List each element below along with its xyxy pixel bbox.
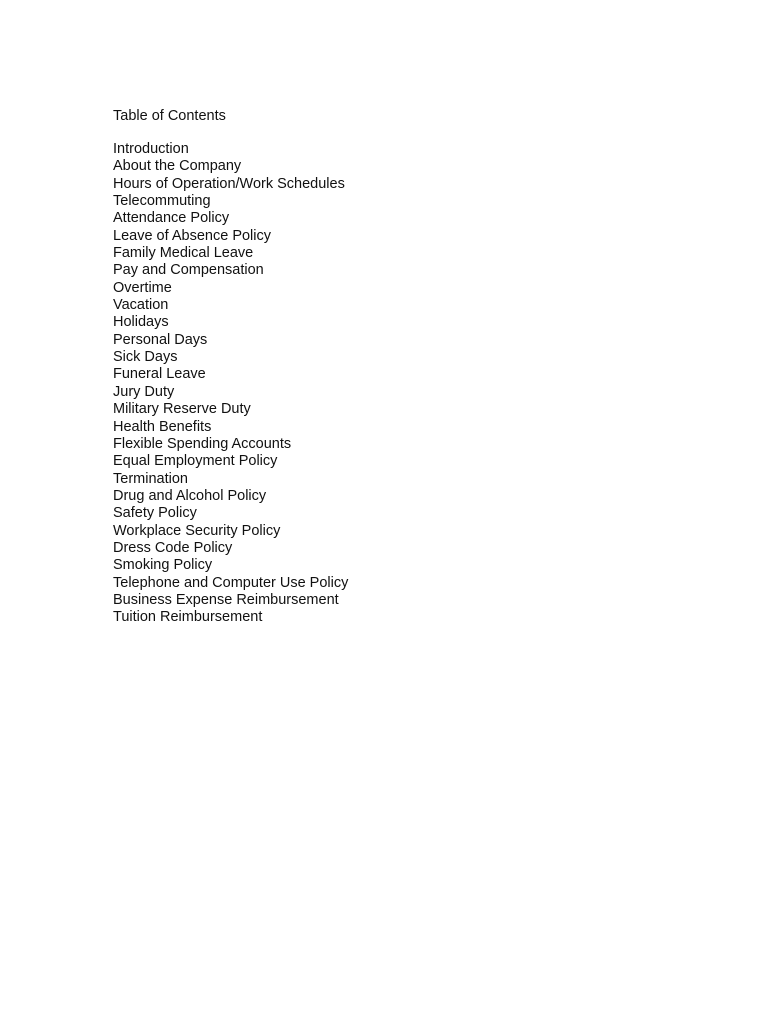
toc-item-military-reserve-duty: Military Reserve Duty xyxy=(113,401,251,418)
toc-item-attendance-policy: Attendance Policy xyxy=(113,210,230,227)
toc-item-drug-and-alcohol-policy: Drug and Alcohol Policy xyxy=(113,487,267,504)
toc-item-health-benefits: Health Benefits xyxy=(113,418,212,435)
toc-item-flexible-spending-accounts: Flexible Spending Accounts xyxy=(113,435,292,452)
toc-item-safety-policy: Safety Policy xyxy=(113,505,197,522)
toc-item-equal-employment-policy: Equal Employment Policy xyxy=(113,453,278,470)
toc-heading: Table of Contents xyxy=(113,108,226,124)
toc-item-workplace-security-policy: Workplace Security Policy xyxy=(113,522,281,539)
toc-item-telephone-and-computer-use-policy: Telephone and Computer Use Policy xyxy=(113,574,349,591)
toc-list xyxy=(113,141,713,627)
toc-item-termination: Termination xyxy=(113,470,188,487)
toc-item-smoking-policy: Smoking Policy xyxy=(113,557,213,574)
toc-item-vacation: Vacation xyxy=(113,297,169,314)
toc-item-leave-of-absence-policy: Leave of Absence Policy xyxy=(113,227,271,244)
toc-item-jury-duty: Jury Duty xyxy=(113,383,175,400)
toc-item-overtime: Overtime xyxy=(113,279,172,296)
table-of-contents xyxy=(113,106,713,627)
toc-item-holidays: Holidays xyxy=(113,314,169,331)
toc-item-introduction: Introduction xyxy=(113,141,189,157)
toc-item-about-the-company: About the Company xyxy=(113,158,242,175)
toc-item-hours-of-operation: Hours of Operation/Work Schedules xyxy=(113,175,345,192)
toc-item-family-medical-leave: Family Medical Leave xyxy=(113,245,254,262)
toc-item-tuition-reimbursement: Tuition Reimbursement xyxy=(113,609,263,626)
toc-item-dress-code-policy: Dress Code Policy xyxy=(113,539,233,556)
toc-item-personal-days: Personal Days xyxy=(113,331,208,348)
toc-item-business-expense-reimbursement: Business Expense Reimbursement xyxy=(113,591,339,608)
toc-item-pay-and-compensation: Pay and Compensation xyxy=(113,262,264,279)
toc-item-sick-days: Sick Days xyxy=(113,349,178,366)
toc-item-funeral-leave: Funeral Leave xyxy=(113,366,206,383)
toc-item-telecommuting: Telecommuting xyxy=(113,193,211,210)
